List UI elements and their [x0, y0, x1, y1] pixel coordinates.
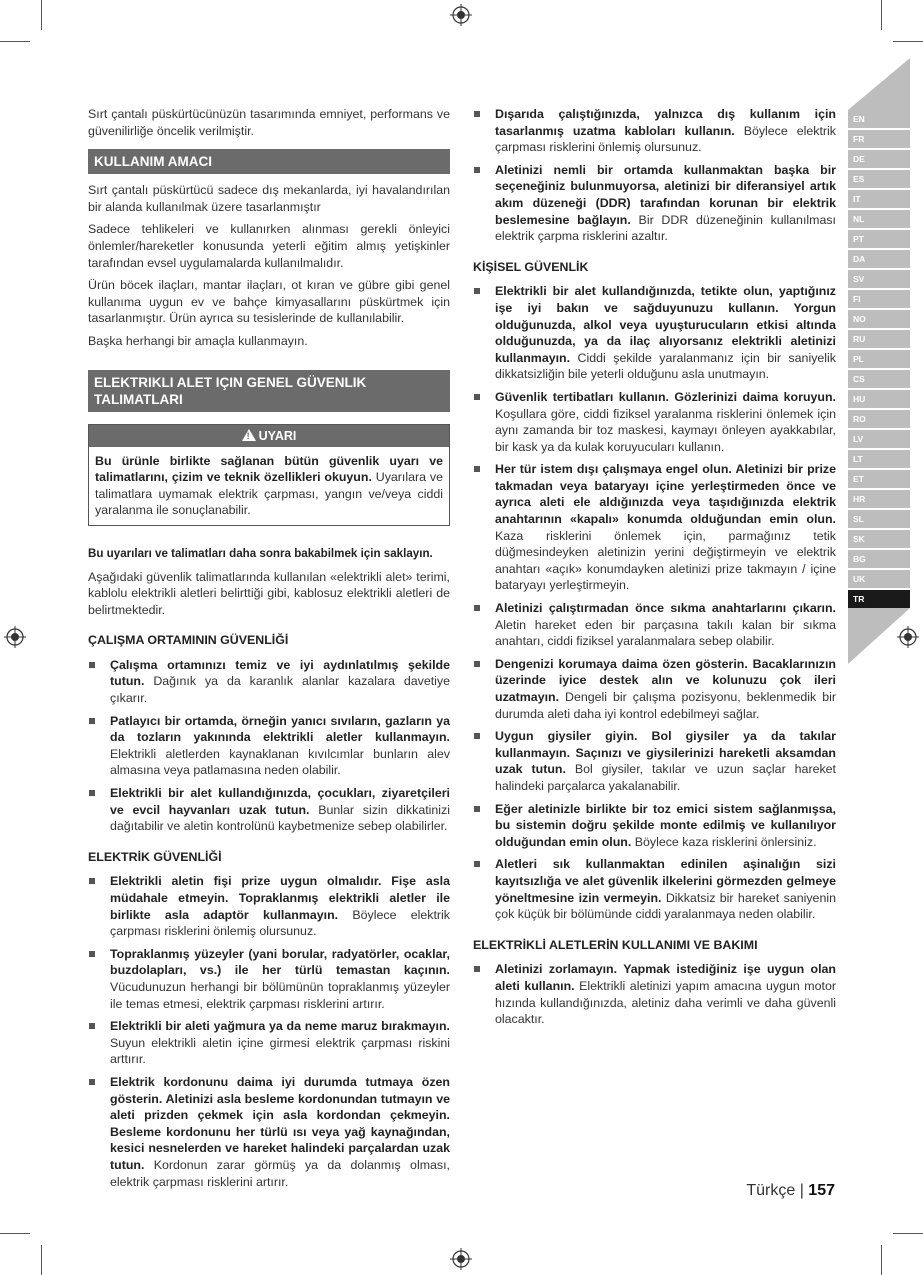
tab-hu[interactable]: HU — [848, 390, 910, 408]
work-area-list — [88, 657, 450, 835]
tab-fr[interactable]: FR — [848, 130, 910, 148]
tab-bg[interactable]: BG — [848, 550, 910, 568]
list-item: Aletinizi zorlamayın. Yapmak istediğiniz işe uygun olan aleti kullanın. Elektrikli aletinizi yapım amacına uygun motor hızında kullandığınızda, aletiniz daha verimli ve daha güvenli olacaktır. — [473, 961, 836, 1027]
list-item: Eğer aletinizle birlikte bir toz emici sistem sağlanmışsa, bu sistemin doğru şekilde monte edilmiş ve kullanılıyor olduğundan emin olun. Böylece kaza risklerini önlersiniz. — [473, 801, 836, 851]
footer-language: Türkçe — [746, 1182, 796, 1199]
list-item: Elektrikli bir aleti yağmura ya da neme maruz bırakmayın. Suyun elektrikli aletin içine girmesi elektrik çarpması riskini arttırır. — [88, 1018, 450, 1068]
tab-sl[interactable]: SL — [848, 510, 910, 528]
list-item: Elektrikli bir alet kullandığınızda, çocukları, ziyaretçileri ve evcil hayvanları uzak tutun. Bunlar sizin dikkatinizi dağıtabilir ve aletin kontrolünü kaybetmenize sebep olabilirler. — [88, 785, 450, 835]
crop-mark — [0, 1233, 30, 1234]
page-footer — [746, 1182, 835, 1200]
list-item: Elektrikli aletin fişi prize uygun olmalıdır. Fişe asla müdahale etmeyin. Topraklanmış elektrikli aletler ile birlikte asla adaptör kullanmayın. Böylece elektrik çarpması risklerini önlemiş olursunuz. — [88, 873, 450, 939]
registration-mark-icon — [450, 4, 472, 26]
tab-sv[interactable]: SV — [848, 270, 910, 288]
tab-lv[interactable]: LV — [848, 430, 910, 448]
tab-nl[interactable]: NL — [848, 210, 910, 228]
crop-mark — [41, 1245, 42, 1275]
warning-box — [88, 424, 450, 526]
tab-en[interactable]: EN — [848, 110, 910, 128]
list-item: Aletinizi çalıştırmadan önce sıkma anahtarlarını çıkarın. Aletin hareket eden bir parçasına takılı kalan bir sıkma anahtarı, ciddi fiziksel yaralanmalara sebep olabilir. — [473, 600, 836, 650]
list-item: Dışarıda çalıştığınızda, yalnızca dış kullanım için tasarlanmış uzatma kabloları kullanın. Böylece elektrik çarpması risklerini önlemiş olursunuz. — [473, 106, 836, 156]
tab-ru[interactable]: RU — [848, 330, 910, 348]
purpose-paragraph: Sırt çantalı püskürtücü sadece dış mekanlarda, iyi havalandırılan bir alanda kullanılmak üzere tasarlanmıştır — [88, 183, 450, 214]
electrical-list-left — [88, 873, 450, 1190]
use-care-list — [473, 961, 836, 1027]
section-title-work-area: ÇALIŞMA ORTAMININ GÜVENLİĞİ — [88, 633, 289, 648]
list-item: Topraklanmış yüzeyler (yani borular, radyatörler, ocaklar, buzdolapları, vs.) ile her türlü temastan kaçının. Vücudunuzun herhangi bir bölümünün topraklanmış yüzeyler ile temas etmesi, elektrik çarpması risklerini artırır. — [88, 946, 450, 1012]
warning-triangle-icon: ! — [242, 429, 256, 441]
personal-safety-list — [473, 283, 836, 922]
registration-mark-icon — [450, 1248, 472, 1270]
tab-strip-bottom-decoration — [848, 608, 910, 664]
crop-mark — [893, 1233, 923, 1234]
list-item: Aletleri sık kullanmaktan edinilen aşinalığın sizi kayıtsızlığa ve alet güvenlik ilkelerini görmezden gelmeye yöneltmesine izin vermeyin. Dikkatsiz bir hareket saniyenin çok küçük bir bölümünde ciddi yaralanmaya neden olabilir. — [473, 856, 836, 922]
tab-lt[interactable]: LT — [848, 450, 910, 468]
tab-cs[interactable]: CS — [848, 370, 910, 388]
tab-no[interactable]: NO — [848, 310, 910, 328]
tab-et[interactable]: ET — [848, 470, 910, 488]
list-item: Patlayıcı bir ortamda, örneğin yanıcı sıvıların, gazların ya da tozların yakınında elektrikli aletler kullanmayın. Elektrikli aletlerden kaynaklanan kıvılcımlar bunların alev almasına veya patlamasına neden olabilir. — [88, 713, 450, 779]
tab-hr[interactable]: HR — [848, 490, 910, 508]
tab-fi[interactable]: FI — [848, 290, 910, 308]
right-column — [473, 106, 836, 1036]
power-tool-term-text: Aşağıdaki güvenlik talimatlarında kullanılan «elektrikli alet» terimi, kablolu elektrikli aletleri belirttiği gibi, kablosuz elektrikli aletleri de belirtmektedir. — [88, 569, 450, 617]
list-item: Güvenlik tertibatları kullanın. Gözlerinizi daima koruyun. Koşullara göre, ciddi fiziksel yaralanma risklerini önlemek için aynı zamanda bir toz maskesi, kaymayı önleyen ayakkabılar, bir kask ya da kulak koruyucuları kullanın. — [473, 389, 836, 455]
tab-strip-top-decoration — [848, 58, 910, 110]
warning-label: UYARI — [258, 428, 297, 443]
list-item: Elektrik kordonunu daima iyi durumda tutmaya özen gösterin. Aletinizi asla besleme kordonundan tutmayın ve aleti prizden çekmek için asla kordondan çekmeyin. Besleme kordonunu her türlü ısı veya yağ kaynağından, kesici nesnelerden ve hareket halindeki parçalardan uzak tutun. Kordonun zarar görmüş ya da dolanmış olması, elektrik çarpması risklerini artırır. — [88, 1074, 450, 1190]
footer-separator: | — [799, 1182, 804, 1199]
list-item: Uygun giysiler giyin. Bol giysiler ya da takılar kullanmayın. Saçınızı ve giysilerinizi hareketli aksamdan uzak tutun. Bol giysiler, takılar ve uzun saçlar hareket halindeki parçalarca yakalanabilir. — [473, 728, 836, 794]
registration-mark-icon — [4, 626, 26, 648]
warning-text: Uyarılara ve talimatlara uymamak elektrik çarpması, yangın ve/veya ciddi yaralanma ile sonuçlanabilir. — [95, 470, 443, 518]
section-title-personal: KİŞİSEL GÜVENLİK — [473, 259, 589, 274]
tab-uk[interactable]: UK — [848, 570, 910, 588]
tab-it[interactable]: IT — [848, 190, 910, 208]
tab-pt[interactable]: PT — [848, 230, 910, 248]
left-column — [88, 106, 450, 1198]
list-item: Elektrikli bir alet kullandığınızda, tetikte olun, yaptığınız işe iyi bakın ve sağduyunuzu kullanın. Yorgun olduğunuzda, alkol veya uyuşturucuların etkisi altında olduğunuzda, ya da ilaç alıyorsanız elektrikli aletinizi kullanmayın. Ciddi şekilde yaralanmanız için bir saniyelik dikkatsizliğin bile yeterli olduğunu asla unutmayın. — [473, 283, 836, 383]
tab-de[interactable]: DE — [848, 150, 910, 168]
list-item: Aletinizi nemli bir ortamda kullanmaktan başka bir seçeneğiniz bulunmuyorsa, aletinizi bir diferansiyel artık akım düzeneği (DDR) tarafından korunan bir elektrik beslemesine bağlayın. Bir DDR düzeneğinin kullanılması elektrik çarpma risklerini azaltır. — [473, 162, 836, 245]
list-item: Çalışma ortamınızı temiz ve iyi aydınlatılmış şekilde tutun. Dağınık ya da karanlık alanlar kazalara davetiye çıkarır. — [88, 657, 450, 707]
warning-body — [89, 447, 449, 525]
crop-mark — [0, 41, 30, 42]
intro-text: Sırt çantalı püskürtücünüzün tasarımında emniyet, performans ve güvenilirliğe öncelik verilmiştir. — [88, 107, 450, 138]
purpose-paragraph: Ürün böcek ilaçları, mantar ilaçları, ot kıran ve gübre gibi genel kullanıma uygun ev ve bahçe kimyasallarını püskürtmek için tasarlanmıştır. Ürün ayrıca su tesislerinde de kullanılabilir. — [88, 278, 450, 326]
purpose-paragraph: Sadece tehlikeleri ve kullanırken alınması gerekli önleyici önlemler/hareketler konusunda yeterli eğitim almış yetişkinler tarafından evsel uygulamalarda kullanılmalıdır. — [88, 222, 450, 270]
electrical-list-right — [473, 106, 836, 245]
list-item: Dengenizi korumaya daima özen gösterin. Bacaklarınızın üzerinde iyice destek alın ve kolunuzu çok ileri uzatmayın. Dengeli bir çalışma pozisyonu, beklenmedik bir durumda aleti daha iyi kontrol edebilmeyi sağlar. — [473, 656, 836, 722]
section-title-use-care: ELEKTRİKLİ ALETLERİN KULLANIMI VE BAKIMI — [473, 937, 758, 952]
warning-bold-text: Bu ürünle birlikte sağlanan bütün güvenlik uyarı ve talimatlarını, çizim ve teknik özellikleri okuyun. — [95, 453, 443, 485]
tab-ro[interactable]: RO — [848, 410, 910, 428]
section-title-electrical: ELEKTRİK GÜVENLİĞİ — [88, 849, 222, 864]
keep-instructions-note: Bu uyarıları ve talimatları daha sonra bakabilmek için saklayın. — [88, 546, 433, 560]
tab-pl[interactable]: PL — [848, 350, 910, 368]
tab-es[interactable]: ES — [848, 170, 910, 188]
crop-mark — [893, 41, 923, 42]
crop-mark — [41, 0, 42, 30]
language-tabs — [848, 110, 910, 610]
crop-mark — [881, 0, 882, 30]
list-item: Her tür istem dışı çalışmaya engel olun. Aletinizi bir prize takmadan veya bataryayı içine yerleştirmeden önce ve ayrıca aleti ele aldığınızda veya taşıdığınızda elektrik anahtarının «kapalı» konumda olduğundan emin olun. Kaza risklerini önlemek için, parmağınız tetik düğmesindeyken aletinizin yerini değiştirmeyin ve elektrik anahtarı «açık» konumdayken aletinizi prize takmayın / içine bataryayı yerleştirmeyin. — [473, 461, 836, 594]
section-title-general-safety: ELEKTRIKLI ALET IÇIN GENEL GÜVENLIK TALIMATLARI — [88, 370, 450, 412]
crop-mark — [881, 1245, 882, 1275]
purpose-paragraph: Başka herhangi bir amaçla kullanmayın. — [88, 333, 308, 348]
tab-tr[interactable]: TR — [848, 590, 910, 608]
tab-sk[interactable]: SK — [848, 530, 910, 548]
section-title-purpose: KULLANIM AMACI — [88, 149, 450, 174]
tab-da[interactable]: DA — [848, 250, 910, 268]
warning-header — [89, 425, 449, 447]
page-number: 157 — [808, 1182, 835, 1199]
